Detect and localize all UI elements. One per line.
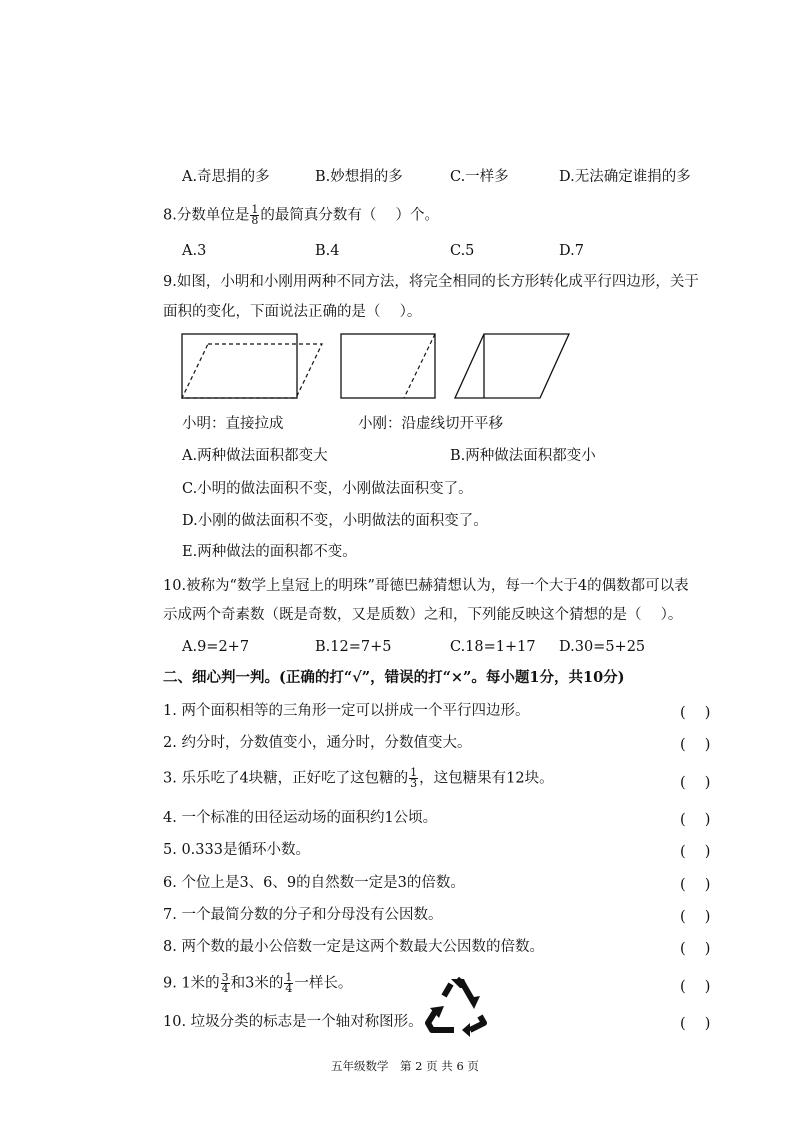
judge-9-text-mid: 和3米的 (230, 975, 284, 992)
q8-text-post: 的最简真分数有（ ）个。 (260, 207, 439, 224)
q10-line2: 示成两个奇素数（既是奇数，又是质数）之和，下列能反映这个猜想的是（ ）。 (163, 607, 683, 623)
q9-option-a: A.两种做法面积都变大 (182, 448, 328, 464)
judge-2-answer-box[interactable]: ( ) (680, 737, 711, 753)
judge-9-frac2-num: 1 (285, 971, 293, 984)
judge-7: 7. 一个最简分数的分子和分母没有公因数。 (163, 907, 443, 923)
judge-9-frac1-num: 3 (221, 971, 229, 984)
q8-text-pre: 8.分数单位是 (163, 207, 250, 224)
judge-9-frac1-den: 4 (221, 982, 229, 995)
q9-option-b: B.两种做法面积都变小 (450, 448, 596, 464)
q7-option-a: A.奇思捐的多 (182, 169, 270, 185)
q9-option-d: D.小刚的做法面积不变，小明做法的面积变了。 (182, 513, 488, 529)
judge-9-fraction-1 (221, 973, 230, 994)
judge-4-answer-box[interactable]: ( ) (680, 812, 711, 828)
figure-xiaogang (341, 334, 435, 398)
judge-5: 5. 0.333是循环小数。 (163, 842, 310, 858)
figure-xiaoming (182, 334, 322, 398)
judge-1-answer-box[interactable]: ( ) (680, 705, 711, 721)
judge-3-text-pre: 3. 乐乐吃了4块糖，正好吃了这包糖的 (163, 770, 409, 787)
q7-option-d: D.无法确定谁捐的多 (559, 169, 691, 185)
judge-9-fraction-2 (284, 973, 293, 994)
q8-frac-num: 1 (251, 203, 259, 216)
judge-8-answer-box[interactable]: ( ) (680, 941, 711, 957)
q8-option-b: B.4 (315, 243, 340, 259)
judge-7-answer-box[interactable]: ( ) (680, 909, 711, 925)
q9-caption-xiaoming: 小明：直接拉成 (182, 416, 284, 432)
judge-3-fraction (409, 768, 418, 789)
figure-parallelogram (455, 334, 569, 398)
q9-line1: 9.如图，小明和小刚用两种不同方法，将完全相同的长方形转化成平行四边形，关于 (163, 274, 699, 290)
judge-3-frac-den: 3 (410, 777, 418, 790)
q10-line1: 10.被称为“数学上皇冠上的明珠”哥德巴赫猜想认为，每一个大于4的偶数都可以表 (163, 578, 689, 594)
judge-3-frac-num: 1 (410, 766, 418, 779)
judge-10-answer-box[interactable]: ( ) (680, 1016, 711, 1032)
q9-option-c: C.小明的做法面积不变，小刚做法面积变了。 (182, 481, 473, 497)
q9-figures (0, 0, 794, 420)
q10-option-d: D.30=5+25 (559, 639, 646, 655)
q9-option-e: E.两种做法的面积都不变。 (182, 544, 357, 560)
q8-frac-den: 8 (251, 214, 259, 227)
judge-9-text-post: 一样长。 (294, 975, 353, 992)
q10-option-b: B.12=7+5 (315, 639, 392, 655)
judge-9 (163, 973, 352, 994)
judge-3-text-post: ，这包糖果有12块。 (419, 770, 554, 787)
judge-6: 6. 个位上是3、6、9的自然数一定是3的倍数。 (163, 875, 465, 891)
q8-option-c: C.5 (450, 243, 475, 259)
judge-8: 8. 两个数的最小公倍数一定是这两个数最大公因数的倍数。 (163, 939, 544, 955)
judge-10: 10. 垃圾分类的标志是一个轴对称图形。 (163, 1014, 423, 1030)
judge-1: 1. 两个面积相等的三角形一定可以拼成一个平行四边形。 (163, 703, 530, 719)
q9-line2: 面积的变化，下面说法正确的是（ ）。 (163, 304, 422, 320)
judge-2: 2. 约分时，分数值变小，通分时，分数值变大。 (163, 735, 472, 751)
section2-title: 二、细心判一判。(正确的打“√”，错误的打“×”。每小题1分，共10分) (163, 669, 625, 686)
judge-4: 4. 一个标准的田径运动场的面积约1公顷。 (163, 810, 438, 826)
recycle-icon (424, 976, 490, 1038)
judge-9-frac2-den: 4 (285, 982, 293, 995)
q10-option-a: A.9=2+7 (182, 639, 250, 655)
q9-caption-xiaogang: 小刚：沿虚线切开平移 (358, 416, 503, 432)
page-footer: 五年级数学 第 2 页 共 6 页 (331, 1059, 479, 1073)
q8-option-a: A.3 (182, 243, 207, 259)
judge-3-answer-box[interactable]: ( ) (680, 775, 711, 791)
q7-option-c: C.一样多 (450, 169, 509, 185)
q8-option-d: D.7 (559, 243, 584, 259)
judge-9-text-pre: 9. 1米的 (163, 975, 220, 992)
judge-6-answer-box[interactable]: ( ) (680, 877, 711, 893)
q7-option-b: B.妙想捐的多 (315, 169, 403, 185)
judge-5-answer-box[interactable]: ( ) (680, 844, 711, 860)
judge-3 (163, 768, 554, 789)
q10-option-c: C.18=1+17 (450, 639, 536, 655)
judge-9-answer-box[interactable]: ( ) (680, 979, 711, 995)
